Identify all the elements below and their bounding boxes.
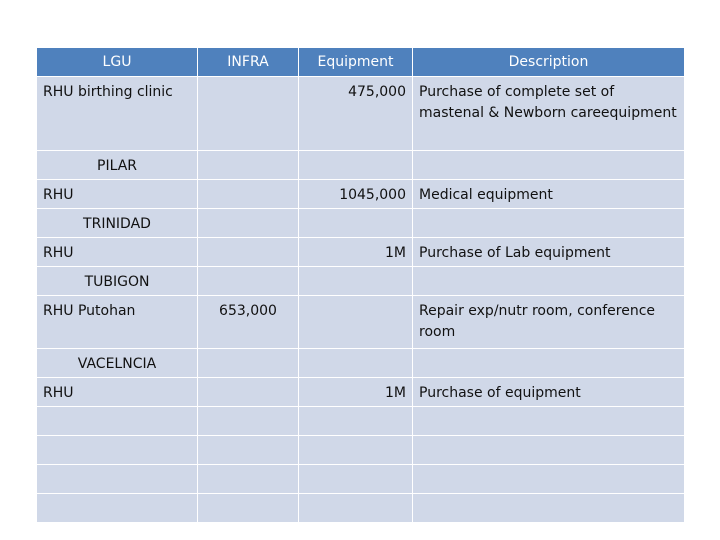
equipment-cell bbox=[299, 209, 413, 238]
lgu-cell bbox=[37, 407, 198, 436]
description-cell bbox=[413, 465, 685, 494]
equipment-cell bbox=[299, 296, 413, 349]
equipment-cell bbox=[299, 407, 413, 436]
equipment-cell: 475,000 bbox=[299, 77, 413, 151]
lgu-cell: VACELNCIA bbox=[37, 349, 198, 378]
infra-cell bbox=[198, 407, 299, 436]
table-row bbox=[37, 296, 685, 349]
equipment-cell: 1M bbox=[299, 378, 413, 407]
description-cell bbox=[413, 209, 685, 238]
table-row bbox=[37, 436, 685, 465]
description-cell: Purchase of equipment bbox=[413, 378, 685, 407]
header-description: Description bbox=[413, 48, 685, 77]
table-row bbox=[37, 267, 685, 296]
description-cell: Medical equipment bbox=[413, 180, 685, 209]
infra-cell bbox=[198, 349, 299, 378]
equipment-cell bbox=[299, 494, 413, 523]
equipment-cell bbox=[299, 349, 413, 378]
description-cell bbox=[413, 267, 685, 296]
table-row bbox=[37, 180, 685, 209]
infra-cell bbox=[198, 494, 299, 523]
description-cell bbox=[413, 151, 685, 180]
equipment-cell bbox=[299, 436, 413, 465]
lgu-cell: RHU Putohan bbox=[37, 296, 198, 349]
header-lgu: LGU bbox=[37, 48, 198, 77]
header-row bbox=[37, 48, 685, 77]
table-row bbox=[37, 151, 685, 180]
lgu-cell bbox=[37, 494, 198, 523]
table-row bbox=[37, 465, 685, 494]
lgu-cell: RHU bbox=[37, 238, 198, 267]
table-row bbox=[37, 494, 685, 523]
description-cell bbox=[413, 436, 685, 465]
infra-cell bbox=[198, 77, 299, 151]
lgu-cell: RHU bbox=[37, 180, 198, 209]
infra-cell bbox=[198, 436, 299, 465]
description-cell: Purchase of Lab equipment bbox=[413, 238, 685, 267]
table-row bbox=[37, 209, 685, 238]
equipment-cell: 1045,000 bbox=[299, 180, 413, 209]
description-cell bbox=[413, 349, 685, 378]
table-row bbox=[37, 407, 685, 436]
table-row bbox=[37, 77, 685, 151]
infra-cell bbox=[198, 465, 299, 494]
infra-cell bbox=[198, 378, 299, 407]
lgu-cell: RHU birthing clinic bbox=[37, 77, 198, 151]
budget-table bbox=[36, 47, 685, 523]
infra-cell bbox=[198, 151, 299, 180]
lgu-cell: TRINIDAD bbox=[37, 209, 198, 238]
infra-cell bbox=[198, 209, 299, 238]
equipment-cell bbox=[299, 465, 413, 494]
infra-cell bbox=[198, 238, 299, 267]
lgu-cell: TUBIGON bbox=[37, 267, 198, 296]
header-infra: INFRA bbox=[198, 48, 299, 77]
description-cell bbox=[413, 407, 685, 436]
lgu-cell: RHU bbox=[37, 378, 198, 407]
description-cell: Repair exp/nutr room, conference room bbox=[413, 296, 685, 349]
table-row bbox=[37, 378, 685, 407]
table-row bbox=[37, 349, 685, 378]
infra-cell bbox=[198, 180, 299, 209]
description-cell bbox=[413, 494, 685, 523]
lgu-cell bbox=[37, 465, 198, 494]
description-cell: Purchase of complete set of mastenal & Newborn careequipment bbox=[413, 77, 685, 151]
header-equipment: Equipment bbox=[299, 48, 413, 77]
equipment-cell bbox=[299, 151, 413, 180]
equipment-cell: 1M bbox=[299, 238, 413, 267]
lgu-cell bbox=[37, 436, 198, 465]
table-row bbox=[37, 238, 685, 267]
lgu-cell: PILAR bbox=[37, 151, 198, 180]
infra-cell bbox=[198, 267, 299, 296]
equipment-cell bbox=[299, 267, 413, 296]
infra-cell: 653,000 bbox=[198, 296, 299, 349]
